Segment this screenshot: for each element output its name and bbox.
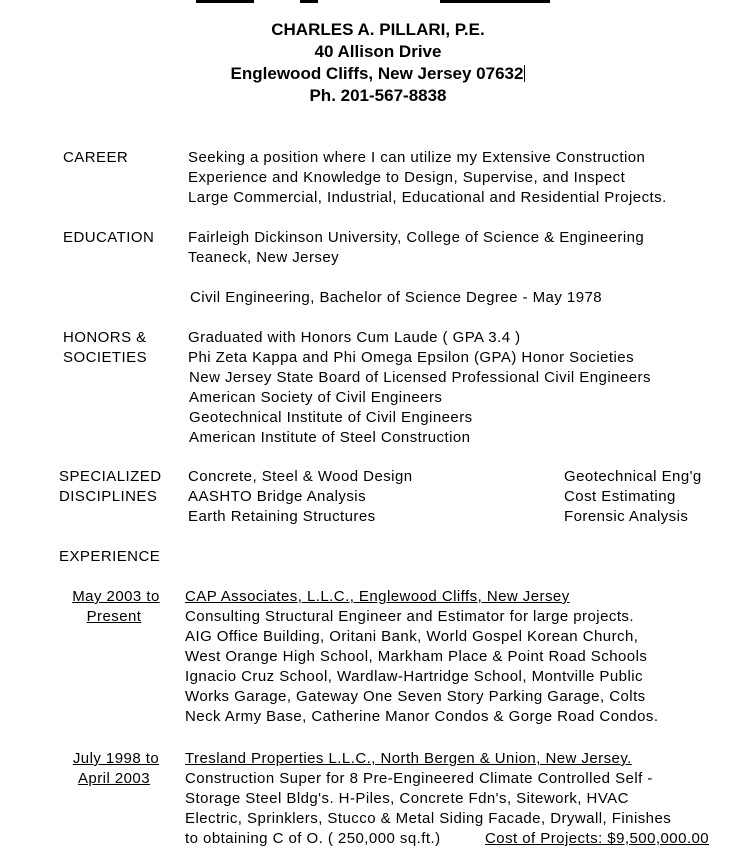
cropped-text-fragment <box>440 0 550 3</box>
discipline-item: Concrete, Steel & Wood Design <box>188 468 413 485</box>
job-line: AIG Office Building, Oritani Bank, World Gospel Korean Church, <box>185 628 639 645</box>
honor-item: New Jersey State Board of Licensed Professional Civil Engineers <box>189 369 651 386</box>
address-city-text: Englewood Cliffs, New Jersey 07632 <box>230 64 524 83</box>
job-title: CAP Associates, L.L.C., Englewood Cliffs, New Jersey <box>185 588 570 605</box>
education-label: EDUCATION <box>63 229 155 246</box>
cropped-text-fragment <box>300 0 318 3</box>
discipline-item: Forensic Analysis <box>564 508 689 525</box>
job-line: Consulting Structural Engineer and Estimator for large projects. <box>185 608 635 625</box>
job-title: Tresland Properties L.L.C., North Bergen & Union, New Jersey. <box>185 750 632 767</box>
disciplines-label: SPECIALIZED <box>59 468 162 485</box>
job-line: Works Garage, Gateway One Seven Story Parking Garage, Colts <box>185 688 646 705</box>
address-street: 40 Allison Drive <box>314 42 442 61</box>
career-line: Experience and Knowledge to Design, Supervise, and Inspect <box>188 169 626 186</box>
education-location: Teaneck, New Jersey <box>188 249 340 266</box>
discipline-item: Cost Estimating <box>564 488 676 505</box>
honors-label: HONORS & <box>63 329 147 346</box>
job-line: Ignacio Cruz School, Wardlaw-Hartridge School, Montville Public <box>185 668 643 685</box>
job-date: May 2003 to <box>72 588 160 605</box>
resume-name: CHARLES A. PILLARI, P.E. <box>271 20 485 39</box>
disciplines-label: DISCIPLINES <box>59 488 158 505</box>
education-degree: Civil Engineering, Bachelor of Science Degree - May 1978 <box>190 289 603 306</box>
education-school: Fairleigh Dickinson University, College of Science & Engineering <box>188 229 645 246</box>
career-line: Large Commercial, Industrial, Educational and Residential Projects. <box>188 189 667 206</box>
honor-item: American Institute of Steel Construction <box>189 429 471 446</box>
honor-item: Graduated with Honors Cum Laude ( GPA 3.4 ) <box>188 329 521 346</box>
job-line: West Orange High School, Markham Place & Point Road Schools <box>185 648 648 665</box>
honor-item: Phi Zeta Kappa and Phi Omega Epsilon (GPA) Honor Societies <box>188 349 635 366</box>
honor-item: American Society of Civil Engineers <box>189 389 443 406</box>
text-cursor <box>524 65 525 82</box>
career-line: Seeking a position where I can utilize my Extensive Construction <box>188 149 646 166</box>
honor-item: Geotechnical Institute of Civil Engineers <box>189 409 473 426</box>
job-date: July 1998 to <box>72 750 160 767</box>
discipline-item: Geotechnical Eng'g <box>564 468 702 485</box>
honors-label: SOCIETIES <box>63 349 148 366</box>
job-line: Construction Super for 8 Pre-Engineered Climate Controlled Self - <box>185 770 653 787</box>
job-date: Present <box>86 608 142 625</box>
discipline-item: Earth Retaining Structures <box>188 508 376 525</box>
job-line: to obtaining C of O. ( 250,000 sq.ft.) <box>185 830 441 847</box>
phone-number: Ph. 201-567-8838 <box>309 86 447 105</box>
job-cost: Cost of Projects: $9,500,000.00 <box>485 830 710 847</box>
career-label: CAREER <box>63 149 129 166</box>
job-date: April 2003 <box>77 770 151 787</box>
address-city[interactable] <box>0 63 756 85</box>
discipline-item: AASHTO Bridge Analysis <box>188 488 367 505</box>
cropped-text-fragment <box>196 0 254 3</box>
job-line: Electric, Sprinklers, Stucco & Metal Siding Facade, Drywall, Finishes <box>185 810 672 827</box>
job-line: Storage Steel Bldg's. H-Piles, Concrete Fdn's, Sitework, HVAC <box>185 790 629 807</box>
job-line: Neck Army Base, Catherine Manor Condos & Gorge Road Condos. <box>185 708 659 725</box>
experience-label: EXPERIENCE <box>59 548 161 565</box>
